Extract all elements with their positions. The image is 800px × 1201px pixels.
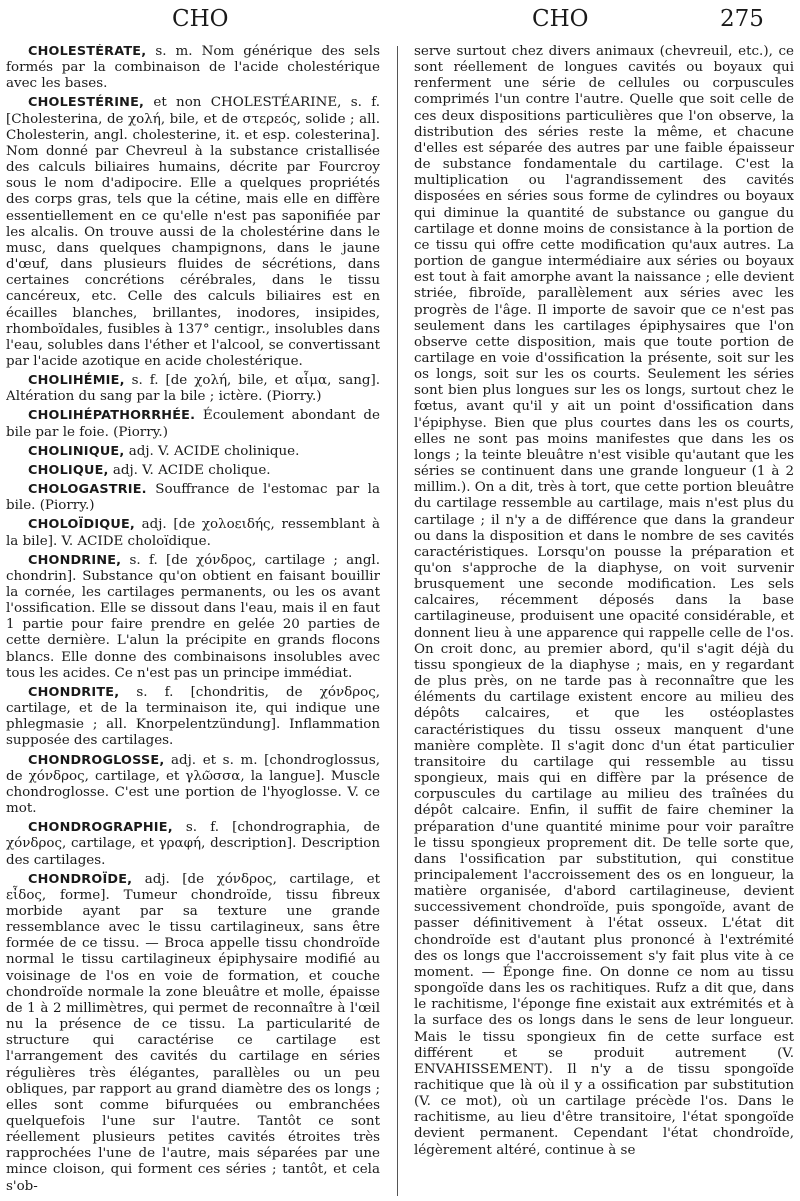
definition: adj. V. ACIDE cholique.	[108, 462, 271, 478]
definition: Souffrance de l'estomac par la bile. (Piorry.)	[6, 482, 380, 514]
definition: s. f. [de χολή, bile, et αἷμα, sang]. Altération du sang par la bile ; ictère. (Piorry.)	[6, 373, 380, 405]
headword: CHOLIHÉMIE,	[28, 373, 125, 389]
headword: CHOLESTÉRATE,	[28, 44, 147, 59]
definition: adj. V. ACIDE cholinique.	[124, 443, 300, 459]
headword: CHOLOGASTRIE.	[28, 482, 147, 498]
continued-text: serve surtout chez divers animaux (chevreuil, etc.), ce sont réellement de longues cavités ou boyaux qui renferment une série de cellules ou corpuscules comprimés l'un contre l'autre. Quelle que soit celle de ces deux dispositions particulières que l'on observe, la distribution des séries reste la même, et chacune d'elles est séparée des autres par une faible épaisseur de substance fondamentale du cartilage. C'est la multiplication ou l'agrandissement des cavités disposées en séries sous forme de cylindres ou boyaux qui diminue la quantité de substance ou gangue du cartilage et donne moins de consistance à la portion de ce tissu qui offre cette modification qu'aux autres. La portion de gangue intermédiaire aux séries ou boyaux est tout à fait amorphe avant la naissance ; elle devient striée, fibroïde, parallèlement aux séries avec les progrès de l'âge. Il importe de savoir que ce n'est pas seulement dans les cartilages épiphysaires que l'on observe cette disposition, mais que toute portion de cartilage en voie d'ossification la présente, soit sur les os longs, soit sur les os courts. Seulement les séries sont bien plus longues sur les os longs, surtout chez le fœtus, avant qu'il y ait un point d'ossification dans l'épiphyse. Bien que plus courtes dans les os courts, elles ne sont pas moins manifestes que dans les os longs ; la teinte bleuâtre n'est visible qu'autant que les séries se continuent dans une grande longueur (1 à 2 millim.). On a dit, très à tort, que cette portion bleuâtre du cartilage ressemble au cartilage, mais n'est plus du cartilage ; il n'y a de différence que dans la grandeur ou dans la disposition et dans le nombre de ses cavités caractéristiques. Lorsqu'on pousse la préparation et qu'on s'approche de la diaphyse, on voit survenir brusquement une seconde modification. Les sels calcaires, récemment déposés dans la base cartilagineuse, produisent une opacité considérable, et donnent lieu à une apparence qui rappelle celle de l'os. On croit donc, au premier abord, qu'il s'agit déjà du tissu spongieux de la diaphyse ; mais, en y regardant de plus près, on ne tarde pas à reconnaître que les éléments du cartilage existent encore au milieu des dépôts calcaires, et que les ostéoplastes caractéristiques du tissu osseux manquent d'une manière complète. Il s'agit donc d'un état particulier transitoire du cartilage qui ressemble au tissu spongieux, mais qui en diffère par la présence de corpuscules du cartilage au milieu des traînées du dépôt calcaire. Enfin, il suffit de faire cheminer la préparation d'une quantité minime pour voir paraître le tissu spongieux proprement dit. De telle sorte que, dans l'ossification par substitution, qui constitue principalement l'accroissement des os en longueur, la matière organisée, d'abord cartilagineuse, devient successivement chondroïde, puis spongoïde, avant de passer définitivement à l'état osseux. L'état dit chondroïde est d'autant plus prononcé à l'extrémité des os longs que l'accroissement s'y fait plus vite à ce moment. — Éponge fine. On donne ce nom au tissu spongoïde dans les os rachitiques. Rufz a dit que, dans le rachitisme, l'éponge fine existait aux extrémités et à la surface des os longs dans le sens de leur longueur. Mais le tissu spongieux fin de cette surface est différent et se produit autrement (V. ENVAHISSEMENT). Il n'y a de tissu spongoïde rachitique que là où il y a ossification par substitution (V. ce mot), où un cartilage précède l'os. Dans le rachitisme, au lieu d'être transitoire, l'état spongoïde devient permanent. Cependant l'état chondroïde, légèrement altéré, continue à se	[414, 44, 794, 1158]
running-head-right: CHO	[532, 6, 589, 32]
left-column	[6, 44, 380, 1199]
entry-choloidique	[6, 517, 380, 549]
headword: CHOLESTÉRINE,	[28, 95, 145, 111]
entry-chondrographie	[6, 820, 380, 868]
entry-chondroglosse	[6, 753, 380, 818]
headword: CHONDRITE,	[28, 684, 120, 700]
column-divider	[397, 46, 398, 1196]
definition: adj. [de χολοειδής, ressemblant à la bile]. V. ACIDE choloïdique.	[6, 517, 380, 549]
headword: CHONDROGRAPHIE,	[28, 820, 173, 836]
headword: CHONDROGLOSSE,	[28, 752, 165, 768]
definition: s. m. Nom générique des sels formés par la combinaison de l'acide cholestérique avec les bases.	[6, 44, 380, 92]
definition: et non CHOLESTÉARINE, s. f. [Cholesterina, de χολή, bile, et de στερεός, solide ; all. Cholesterin, angl. cholesterine, it. et esp. colesterina]. Nom donné par Chevreul à la substance cristallisée des calculs biliaires humains, décrite par Fourcroy sous le nom d'adipocire. Elle a quelques propriétés des corps gras, tels que la cétine, mais elle en diffère essentiellement en ce qu'elle n'est pas saponifiée par les alcalis. On trouve aussi de la cholestérine dans le musc, dans quelques champignons, dans le jaune d'œuf, dans plusieurs fluides de sécrétions, dans certaines concrétions cérébrales, dans le tissu cancéreux, etc. Celle des calculs biliaires est en écailles blanches, brillantes, inodores, insipides, rhomboïdales, fusibles à 137° centigr., insolubles dans l'eau, solubles dans l'éther et l'alcool, se convertissant par l'acide azotique en acide cholestérique.	[6, 95, 380, 369]
definition: Écoulement abondant de bile par le foie. (Piorry.)	[6, 408, 380, 440]
entry-cholihepathorrhee	[6, 408, 380, 440]
entry-cholesterine	[6, 95, 380, 370]
headword: CHOLINIQUE,	[28, 443, 125, 459]
running-head-left: CHO	[172, 6, 229, 32]
headword: CHONDRINE,	[28, 552, 122, 568]
headword: CHOLIHÉPATHORRHÉE.	[28, 408, 196, 424]
definition: s. f. [de χόνδρος, cartilage ; angl. chondrin]. Substance qu'on obtient en faisant bouillir la cornée, les cartilages permanents, ou les os avant l'ossification. Elle se dissout dans l'eau, mais il en faut 1 partie pour faire prendre en gelée 20 parties de cette dernière. L'alun la précipite en grands flocons blancs. Elle donne des combinaisons insolubles avec tous les acides. Ce n'est pas un principe immédiat.	[6, 552, 380, 681]
page-number: 275	[720, 6, 764, 32]
entry-chondrite	[6, 685, 380, 750]
entry-cholesterate	[6, 44, 380, 92]
headword: CHOLOÏDIQUE,	[28, 517, 135, 533]
entry-cholihemie	[6, 373, 380, 405]
definition: s. f. [chondritis, de χόνδρος, cartilage, et de la terminaison ite, qui indique une phlegmasie ; all. Knorpelentzündung]. Inflammation supposée des cartilages.	[6, 684, 380, 749]
definition: adj. et s. m. [chondroglossus, de χόνδρος, cartilage, et γλῶσσα, la langue]. Muscle chondroglosse. C'est une portion de l'hyoglosse. V. ce mot.	[6, 752, 380, 817]
entry-cholinique	[6, 444, 380, 460]
headword: CHONDROÏDE,	[28, 871, 133, 887]
definition: adj. [de χόνδρος, cartilage, et εἶδος, forme]. Tumeur chondroïde, tissu fibreux morbide ayant par sa texture une grande ressemblance avec le tissu cartilagineux, sans être formée de ce tissu. — Broca appelle tissu chondroïde normal le tissu cartilagineux épiphysaire modifié au voisinage de l'os en voie de formation, et couche chondroïde normale la zone bleuâtre et molle, épaisse de 1 à 2 millimètres, qui permet de reconnaître à l'œil nu la présence de ce tissu. La particularité de structure qui caractérise ce cartilage est l'arrangement des cavités du cartilage en séries régulières très élégantes, parallèles ou un peu obliques, par rapport au grand diamètre des os longs ; elles sont comme bifurquées ou embranchées quelquefois l'une sur l'autre. Tantôt ce sont réellement plusieurs petites cavités étroites très rapprochées l'une de l'autre, mais séparées par une mince cloison, qui forment ces séries ; tantôt, et cela s'ob-	[6, 871, 380, 1194]
headword: CHOLIQUE,	[28, 462, 109, 478]
right-column	[414, 44, 794, 1199]
definition: s. f. [chondrographia, de χόνδρος, cartilage, et γραφή, description]. Description des cartilages.	[6, 820, 380, 868]
entry-chologastrie	[6, 482, 380, 514]
entry-chondroide	[6, 872, 380, 1195]
entry-cholique	[6, 463, 380, 479]
entry-chondrine	[6, 553, 380, 682]
